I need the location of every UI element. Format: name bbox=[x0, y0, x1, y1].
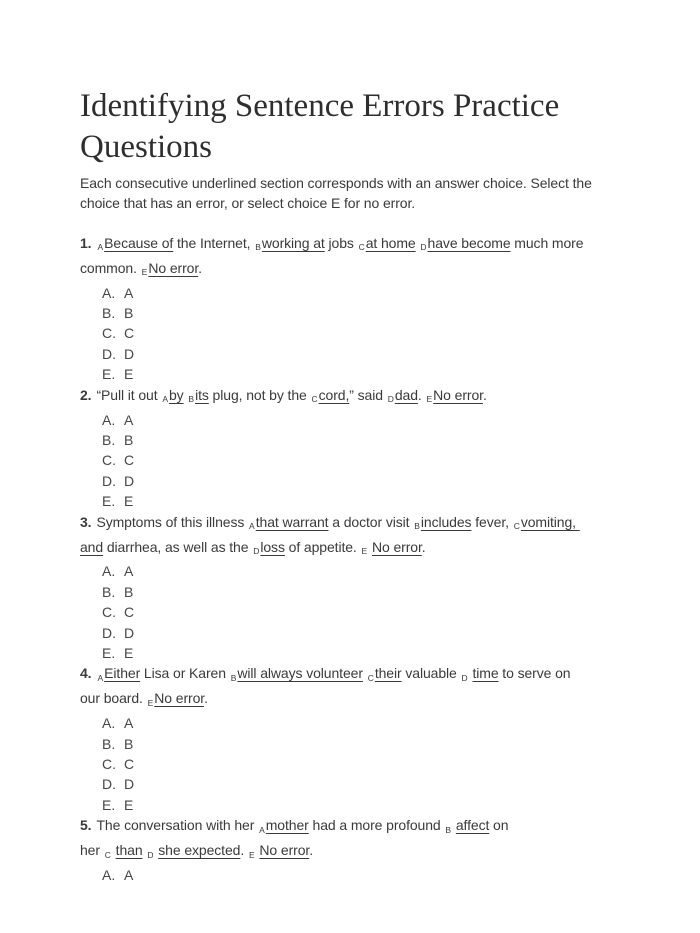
segment-marker-B: B bbox=[255, 242, 261, 253]
text-segment: . bbox=[421, 538, 426, 555]
text-segment: a doctor visit bbox=[328, 513, 414, 530]
choice-value: A bbox=[124, 411, 134, 428]
choice-value: A bbox=[124, 284, 134, 301]
text-segment: Lisa or Karen bbox=[140, 665, 230, 682]
answer-choice-1-E bbox=[80, 364, 620, 384]
choice-value: D bbox=[124, 624, 135, 641]
text-segment: had a more profound bbox=[308, 817, 445, 834]
text-segment: . bbox=[204, 690, 208, 707]
text-segment: the Internet, bbox=[173, 234, 255, 251]
choice-value: C bbox=[124, 452, 135, 469]
text-segment: . bbox=[309, 842, 313, 859]
text-segment: fever, bbox=[471, 513, 513, 530]
underlined-segment: includes bbox=[420, 513, 472, 530]
underlined-segment: its bbox=[195, 386, 209, 403]
text-segment: on bbox=[489, 817, 509, 834]
underlined-segment: No error bbox=[148, 259, 199, 276]
choice-label: E. bbox=[102, 645, 116, 662]
answer-choice-4-D bbox=[80, 774, 620, 794]
underlined-segment: No error bbox=[259, 842, 310, 859]
choice-label: E. bbox=[102, 493, 116, 510]
choice-value: D bbox=[124, 345, 135, 362]
segment-marker-C: C bbox=[311, 394, 318, 405]
choice-label: A. bbox=[102, 411, 116, 428]
segment-marker-C: C bbox=[367, 672, 374, 683]
choice-value: D bbox=[124, 776, 135, 793]
underlined-segment: by bbox=[169, 386, 184, 403]
segment-marker-E: E bbox=[147, 697, 154, 708]
underlined-segment: working at bbox=[261, 234, 325, 251]
text-segment: “Pull it out bbox=[96, 386, 162, 403]
answer-choice-2-C bbox=[80, 450, 620, 470]
segment-marker-D: D bbox=[420, 242, 427, 253]
intro-paragraph: Each consecutive underlined section corresponds with an answer choice. Select the choice that has an error, or select choice E for no error. bbox=[80, 175, 592, 212]
answer-choice-2-E bbox=[80, 491, 620, 511]
choice-label: B. bbox=[102, 305, 116, 322]
text-segment: . bbox=[417, 386, 426, 403]
question-number: 3. bbox=[80, 513, 92, 530]
underlined-segment: she expected bbox=[158, 842, 241, 859]
segment-marker-A: A bbox=[97, 242, 104, 253]
answer-choice-3-B bbox=[80, 582, 620, 602]
choice-label: A. bbox=[102, 867, 116, 884]
answer-choice-2-D bbox=[80, 471, 620, 491]
choice-label: E. bbox=[102, 366, 116, 383]
text-segment: valuable bbox=[401, 665, 461, 682]
choice-label: E. bbox=[102, 796, 116, 813]
underlined-segment: and bbox=[80, 538, 104, 555]
text-segment bbox=[363, 665, 367, 681]
answer-choice-3-D bbox=[80, 623, 620, 643]
choice-value: E bbox=[124, 645, 134, 662]
answer-choice-1-C bbox=[80, 323, 620, 343]
answer-choice-3-E bbox=[80, 643, 620, 663]
answer-choice-4-A bbox=[80, 713, 620, 733]
underlined-segment: mother bbox=[265, 817, 309, 834]
question-number: 4. bbox=[80, 665, 92, 682]
choice-value: A bbox=[124, 867, 134, 884]
choice-value: A bbox=[124, 715, 134, 732]
text-segment: much more bbox=[510, 234, 584, 251]
choice-value: C bbox=[124, 325, 135, 342]
text-segment bbox=[184, 387, 188, 403]
question-number: 5. bbox=[80, 817, 92, 834]
answer-choice-2-A bbox=[80, 410, 620, 430]
choice-label: D. bbox=[102, 345, 116, 362]
underlined-segment: Because of bbox=[104, 234, 174, 251]
underlined-segment: No error bbox=[433, 386, 483, 403]
segment-marker-A: A bbox=[162, 394, 168, 405]
choice-label: A. bbox=[102, 715, 116, 732]
choice-label: A. bbox=[102, 284, 116, 301]
answer-choice-3-C bbox=[80, 602, 620, 622]
choice-value: B bbox=[124, 305, 134, 322]
question-3 bbox=[80, 512, 620, 664]
text-segment: common. bbox=[80, 259, 141, 276]
answer-choice-4-E bbox=[80, 795, 620, 815]
choice-label: C. bbox=[102, 756, 116, 773]
segment-marker-B: B bbox=[445, 824, 452, 835]
answer-choice-5-A bbox=[80, 865, 620, 885]
text-segment: of appetite. bbox=[284, 538, 361, 555]
choice-label: D. bbox=[102, 624, 116, 641]
choice-label: D. bbox=[102, 472, 116, 489]
choice-label: B. bbox=[102, 735, 116, 752]
choice-label: C. bbox=[102, 452, 116, 469]
choice-label: B. bbox=[102, 431, 116, 448]
question-4-line-2 bbox=[80, 688, 620, 713]
question-2-line-1 bbox=[80, 385, 620, 410]
question-4 bbox=[80, 663, 620, 815]
question-number: 2. bbox=[80, 386, 92, 403]
underlined-segment: than bbox=[115, 842, 143, 859]
underlined-segment: time bbox=[472, 665, 499, 682]
question-5-line-2 bbox=[80, 840, 620, 865]
text-segment bbox=[416, 235, 420, 251]
choice-value: E bbox=[124, 493, 134, 510]
questions-list bbox=[80, 233, 620, 886]
choice-label: B. bbox=[102, 583, 116, 600]
segment-marker-A: A bbox=[97, 672, 104, 683]
text-segment: . bbox=[240, 842, 248, 859]
question-2 bbox=[80, 385, 620, 512]
segment-marker-A: A bbox=[249, 521, 255, 532]
text-segment: her bbox=[80, 842, 104, 859]
underlined-segment: that warrant bbox=[255, 513, 329, 530]
segment-marker-C: C bbox=[358, 242, 365, 253]
segment-marker-E: E bbox=[361, 546, 368, 556]
segment-marker-E: E bbox=[248, 849, 255, 860]
answer-choice-4-B bbox=[80, 734, 620, 754]
page-title: Identifying Sentence Errors Practice Questions bbox=[80, 88, 560, 165]
choice-value: B bbox=[124, 431, 134, 448]
question-1-line-1 bbox=[80, 233, 620, 258]
choice-value: B bbox=[124, 583, 134, 600]
text-segment: Symptoms of this illness bbox=[96, 513, 249, 530]
choice-value: C bbox=[124, 756, 135, 773]
segment-marker-D: D bbox=[147, 849, 154, 860]
underlined-segment: vomiting, bbox=[520, 513, 580, 530]
segment-marker-D: D bbox=[387, 394, 394, 405]
segment-marker-B: B bbox=[414, 521, 420, 532]
underlined-segment: cord, bbox=[318, 386, 350, 403]
text-segment: diarrhea, as well as the bbox=[103, 538, 253, 555]
underlined-segment: No error bbox=[371, 538, 422, 555]
question-3-line-2 bbox=[80, 537, 620, 562]
choice-value: E bbox=[124, 366, 134, 383]
text-segment bbox=[143, 842, 147, 858]
answer-choice-1-A bbox=[80, 283, 620, 303]
underlined-segment: loss bbox=[260, 538, 285, 555]
answer-choice-1-B bbox=[80, 303, 620, 323]
answer-choice-2-B bbox=[80, 430, 620, 450]
choice-label: D. bbox=[102, 776, 116, 793]
underlined-segment: No error bbox=[154, 690, 205, 707]
segment-marker-C: C bbox=[104, 849, 111, 860]
text-segment: to serve on bbox=[498, 665, 571, 682]
answer-choice-1-D bbox=[80, 344, 620, 364]
underlined-segment: Either bbox=[104, 665, 141, 682]
choice-value: C bbox=[124, 604, 135, 621]
text-segment: our board. bbox=[80, 690, 147, 707]
choice-label: A. bbox=[102, 563, 116, 580]
choice-value: B bbox=[124, 735, 134, 752]
question-1 bbox=[80, 233, 620, 385]
underlined-segment: at home bbox=[365, 234, 416, 251]
choice-value: D bbox=[124, 472, 135, 489]
underlined-segment: will always volunteer bbox=[237, 665, 363, 682]
segment-marker-D: D bbox=[461, 672, 468, 683]
underlined-segment: affect bbox=[455, 817, 490, 834]
answer-choice-3-A bbox=[80, 561, 620, 581]
question-4-line-1 bbox=[80, 663, 620, 688]
text-segment: The conversation with her bbox=[96, 817, 259, 834]
segment-marker-E: E bbox=[426, 394, 433, 405]
segment-marker-A: A bbox=[259, 824, 265, 835]
choice-value: E bbox=[124, 796, 134, 813]
question-3-line-1 bbox=[80, 512, 620, 537]
answer-choice-4-C bbox=[80, 754, 620, 774]
segment-marker-B: B bbox=[230, 672, 237, 683]
underlined-segment: dad bbox=[394, 386, 418, 403]
question-number: 1. bbox=[80, 234, 92, 251]
segment-marker-D: D bbox=[253, 546, 260, 556]
choice-label: C. bbox=[102, 604, 116, 621]
choice-value: A bbox=[124, 563, 134, 580]
text-segment: ” said bbox=[349, 386, 387, 403]
segment-marker-E: E bbox=[141, 267, 148, 278]
underlined-segment: have become bbox=[427, 234, 511, 251]
text-segment: plug, not by the bbox=[208, 386, 311, 403]
segment-marker-B: B bbox=[188, 394, 195, 405]
question-5-line-1 bbox=[80, 815, 620, 840]
text-segment: jobs bbox=[324, 234, 358, 251]
underlined-segment: their bbox=[374, 665, 402, 682]
question-1-line-2 bbox=[80, 258, 620, 283]
choice-label: C. bbox=[102, 325, 116, 342]
question-5 bbox=[80, 815, 620, 885]
segment-marker-C: C bbox=[513, 521, 520, 532]
text-segment: . bbox=[198, 259, 202, 276]
text-segment: . bbox=[482, 386, 487, 403]
